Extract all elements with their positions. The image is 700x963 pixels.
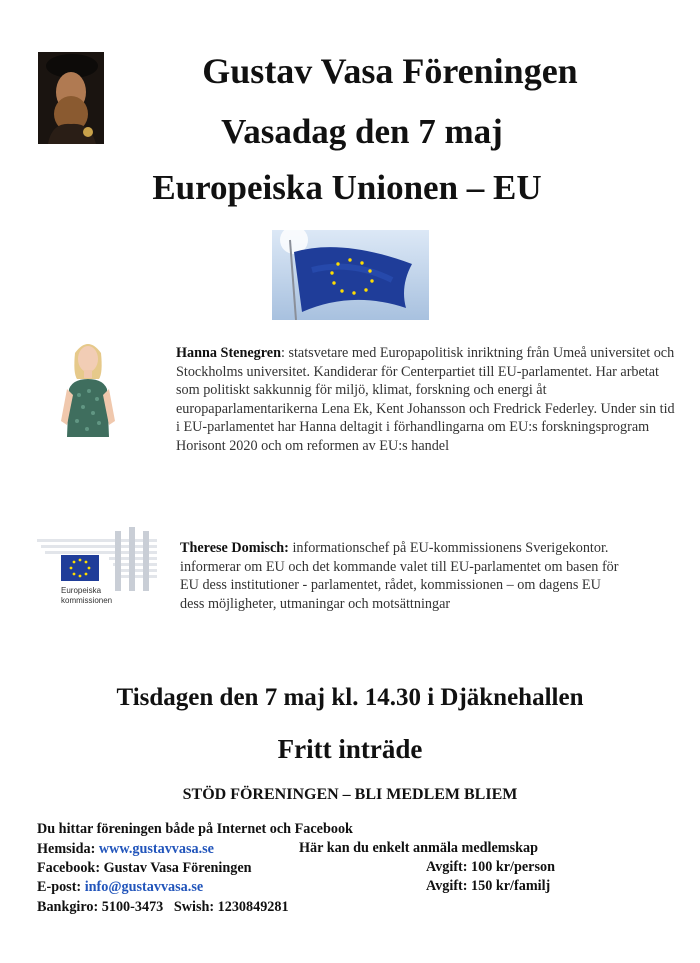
- speaker-bio-hanna: [176, 344, 676, 455]
- payment-info: Bankgiro: 5100-3473 Swish: 1230849281: [37, 899, 289, 915]
- ec-logo-line1: Europeiska: [61, 586, 102, 595]
- footer-email-row: [37, 878, 203, 897]
- speaker-description: informationschef på EU-kommissionens Sverigekontor. informerar om EU och det kommande valet till EU-parlamentet om basen för EU dess institutioner - parlamentet, rådet, kommissionen – om dagens EU dess möjligheter, utmaningar och motsättningar: [180, 540, 619, 612]
- website-link[interactable]: www.gustavvasa.se: [98, 841, 214, 857]
- email-label: E-post:: [37, 879, 85, 895]
- speaker-bio-therese: [180, 539, 620, 613]
- free-entry: Fritt inträde: [277, 734, 423, 764]
- eu-flag-image: [272, 230, 429, 320]
- hanna-stenegren-photo: [55, 333, 121, 437]
- footer-website-row: [37, 840, 214, 859]
- event-subtitle: Vasadag den 7 maj: [221, 112, 503, 151]
- speaker-name: Therese Domisch:: [180, 540, 289, 556]
- fee-per-person: Avgift: 100 kr/person: [426, 859, 555, 875]
- page-title: Gustav Vasa Föreningen: [202, 51, 578, 91]
- speaker-name: Hanna Stenegren: [176, 345, 281, 361]
- facebook-info: Facebook: Gustav Vasa Föreningen: [37, 860, 252, 876]
- support-call: STÖD FÖRENINGEN – BLI MEDLEM BLIEM: [182, 786, 518, 803]
- event-date-line: Tisdagen den 7 maj kl. 14.30 i Djäknehallen: [116, 684, 584, 711]
- european-commission-logo: [37, 525, 157, 617]
- speaker-description: : statsvetare med Europapolitisk inriktning från Umeå universitet och Stockholms universitet. Kandiderar för Centerpartiet till EU-parlamentet. Har arbetat som politiskt sakkunnig för miljö, klimat, forskning och energi åt europaparlamentarikerna Lena Ek, Kent Johansson och Fredrick Federley. Under sin tid i EU-parlamentet har Hanna deltagit i förhandlingarna om EU:s forskningsprogram Horisont 2020 och om reformen av EU:s handel: [176, 345, 675, 454]
- footer-intro: Du hittar föreningen både på Internet och Facebook: [37, 821, 353, 837]
- ec-logo-line2: kommissionen: [61, 596, 113, 605]
- event-theme: Europeiska Unionen – EU: [152, 168, 542, 207]
- email-link[interactable]: info@gustavvasa.se: [84, 879, 204, 895]
- signup-info: Här kan du enkelt anmäla medlemskap: [299, 840, 538, 856]
- website-label: Hemsida:: [37, 841, 99, 857]
- fee-per-family: Avgift: 150 kr/familj: [426, 878, 551, 894]
